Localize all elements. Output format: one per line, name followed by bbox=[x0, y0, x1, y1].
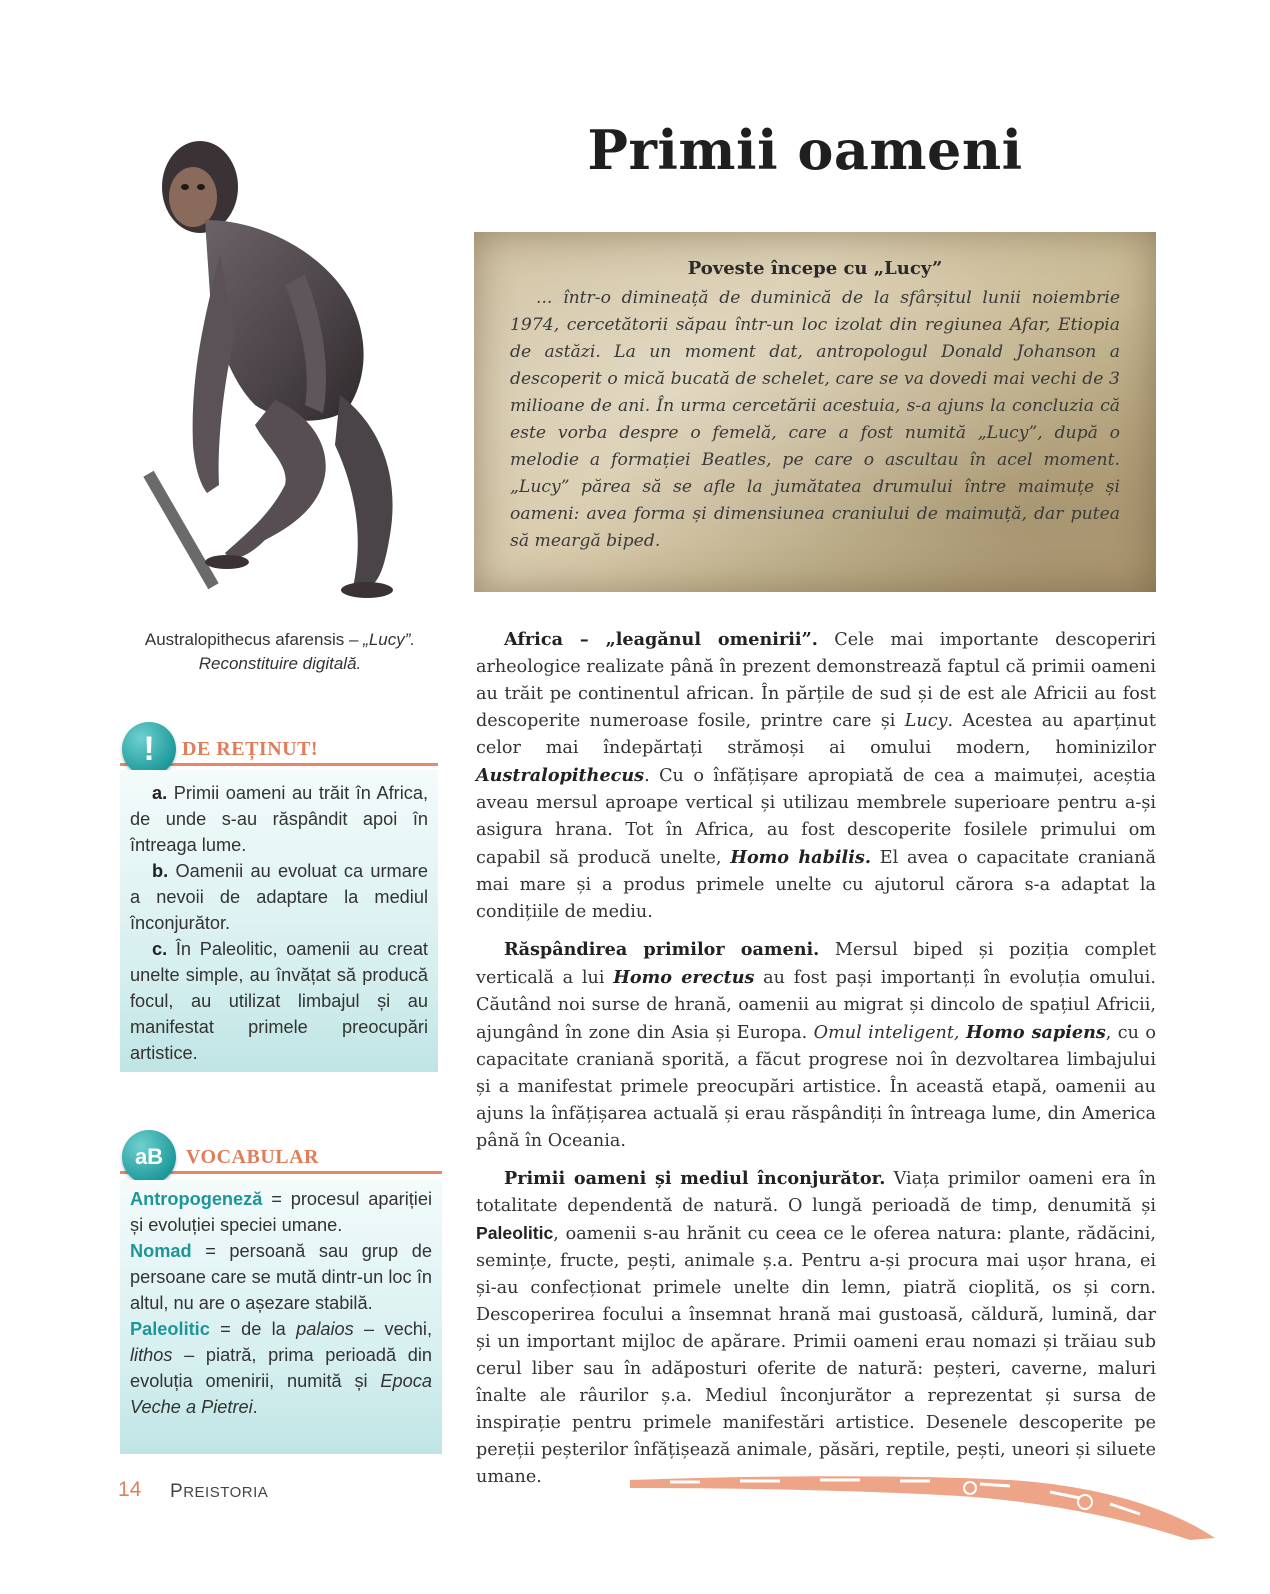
text-run: – vechi, bbox=[353, 1319, 432, 1339]
etymology-word: palaios bbox=[296, 1319, 354, 1339]
epoch-name: Epoca Veche a Pietrei bbox=[130, 1371, 432, 1417]
term-omul-inteligent: Omul inteligent, bbox=[813, 1023, 966, 1043]
text-run: , cu o capacitate craniană sporită, a făcut progrese noi în dezvoltarea limbajului și a manifestat primele preocupări artistice. În această etapă, oamenii au ajuns la înfățișarea actuală și erau răspândiți în întreaga lume, din America până în Oceania. bbox=[476, 1023, 1156, 1151]
term-homo-habilis: Homo habilis. bbox=[730, 847, 871, 868]
story-box bbox=[474, 232, 1156, 592]
main-text bbox=[476, 626, 1156, 1501]
text-run: – piatră, prima perioadă din evoluția omenirii, numită și bbox=[130, 1345, 432, 1391]
text-run: . Cu o înfățișare apropiată de cea a maimuței, aceștia aveau mersul aproape vertical și utilizau membrele superioare pentru a-și asigura hrana. Tot în Africa, au fost descoperite fosilele primului om capabil să producă unelte, bbox=[476, 766, 1156, 868]
text-run: Mersul biped și poziția complet verticală a lui bbox=[476, 940, 1156, 988]
remember-item-c bbox=[130, 936, 428, 1066]
item-letter: a. bbox=[152, 783, 168, 803]
decorative-brushstroke bbox=[630, 1468, 1220, 1548]
vocab-definition: = procesul apariției și evoluției speciei umane. bbox=[130, 1189, 432, 1235]
australopithecus-illustration bbox=[135, 125, 435, 605]
etymology-word: lithos bbox=[130, 1345, 173, 1365]
vocab-heading: VOCABULAR bbox=[186, 1146, 319, 1168]
remember-item-a bbox=[130, 780, 428, 858]
vocab-entry-paleolitic bbox=[130, 1316, 432, 1420]
page-number: 14 bbox=[118, 1478, 142, 1501]
figure-caption bbox=[120, 628, 440, 676]
text-run: El avea o capacitate craniană mai mare și a produs primele unelte cu ajutorul cărora s-a adaptat la condițiile de mediu. bbox=[476, 848, 1156, 922]
text-run: au fost pași importanți în evoluția omului. Căutând noi surse de hrană, oamenii au migrat și dincolo de spațiul Africii, ajungând în zone din Asia și Europa. bbox=[476, 968, 1157, 1043]
text-run: . Acestea au aparținut celor mai îndepărtați strămoși ai omului modern, hominizilor bbox=[476, 711, 1156, 758]
remember-item-b bbox=[130, 858, 428, 936]
story-title: Poveste începe cu „Lucy” bbox=[687, 258, 943, 279]
term-australopithecus: Australopithecus bbox=[476, 765, 645, 786]
item-letter: c. bbox=[152, 939, 168, 959]
paragraph-heading: Africa – „leagănul omenirii”. bbox=[504, 629, 818, 650]
text-run: . bbox=[252, 1397, 258, 1417]
paragraph-heading: Răspândirea primilor oameni. bbox=[504, 939, 820, 960]
story-text: ... într-o dimineață de duminică de la sfârșitul lunii noiembrie 1974, cercetătorii săpau într-un loc izolat din regiunea Afar, Etiopia de astăzi. La un moment dat, antropologul Donald Johanson a descoperit o mică bucată de schelet, care se va dovedi mai vechi de 3 milioane de ani. În urma cercetării acestuia, s-a ajuns la concluzia că este vorba despre o femelă, care a fost numită „Lucy”, după o melodie a formației Beatles, pe care o ascultau în acel moment. „Lucy” părea să se afle la jumătatea drumului între maimuțe și oameni: avea forma și dimensiunea craniului de maimuță, dar putea să meargă biped. bbox=[510, 288, 1120, 551]
section-name bbox=[170, 1481, 268, 1503]
vocab-term: Nomad bbox=[130, 1241, 192, 1261]
page-title: Primii oameni bbox=[587, 118, 1023, 182]
caption-lucy: „Lucy”. bbox=[363, 630, 416, 649]
caption-species: Australopithecus afarensis – bbox=[144, 630, 364, 649]
vocab-entry-antropogeneza bbox=[130, 1186, 432, 1238]
exclamation-icon: ! bbox=[122, 722, 176, 776]
paragraph-africa bbox=[476, 626, 1156, 926]
text-run: , oamenii s-au hrănit cu ceea ce le oferea natura: plante, rădăcini, semințe, fructe, pești, animale ș.a. Pentru a-și procura mai ușor hrana, ei și-au confecționat primele unelte din lemn, piatră cioplită, os și corn. Descoperirea focului a însemnat hrană mai gustoasă, căldură, lumină, dar și un important mijloc de apărare. Primii oameni erau nomazi și trăiau sub cerul liber sau în adăposturi oferite de natură: peșteri, caverne, maluri înalte ale râurilor ș.a. Mediul înconjurător a reprezentat și sursa de inspirație pentru primele manifestări artistice. Desenele descoperite pe pereții peșterilor înfățișează animale, păsări, reptile, pești, uneori și siluete umane. bbox=[476, 1224, 1156, 1487]
item-text: Oamenii au evoluat ca urmare a nevoii de adaptare la mediul înconjurător. bbox=[130, 861, 428, 933]
remember-box bbox=[120, 770, 438, 1072]
section-rest: REISTORIA bbox=[183, 1484, 269, 1501]
text-run: = de la bbox=[209, 1319, 297, 1339]
term-homo-erectus: Homo erectus bbox=[613, 967, 755, 988]
vocab-definition: = persoană sau grup de persoane care se mută dintr-un loc în altul, nu are o așezare stabilă. bbox=[130, 1241, 432, 1313]
paragraph-heading: Primii oameni și mediul înconjurător. bbox=[504, 1168, 886, 1189]
vocab-term: Paleolitic bbox=[130, 1319, 210, 1339]
paragraph-spreading bbox=[476, 936, 1156, 1155]
text-run: Viața primilor oameni era în totalitate dependentă de natură. O lungă perioadă de timp, denumită și bbox=[476, 1169, 1156, 1216]
vocab-entry-nomad bbox=[130, 1238, 432, 1316]
item-letter: b. bbox=[152, 861, 169, 881]
term-homo-sapiens: Homo sapiens bbox=[965, 1022, 1106, 1043]
vocab-box bbox=[120, 1180, 442, 1454]
section-initial: P bbox=[170, 1481, 184, 1502]
paragraph-environment bbox=[476, 1165, 1156, 1491]
vocabulary-icon: aB bbox=[122, 1130, 176, 1184]
term-paleolitic: Paleolitic bbox=[476, 1223, 554, 1243]
remember-heading: DE REȚINUT! bbox=[182, 738, 319, 760]
caption-reconstruction: Reconstituire digitală. bbox=[198, 654, 362, 673]
item-text: În Paleolitic, oamenii au creat unelte simple, au învățat să producă focul, au utilizat limbajul și au manifestat primele preocupări artistice. bbox=[130, 939, 428, 1063]
item-text: Primii oameni au trăit în Africa, de unde s-au răspândit apoi în întreaga lume. bbox=[130, 783, 428, 855]
term-lucy: Lucy bbox=[904, 711, 948, 731]
vocab-term: Antropogeneză bbox=[130, 1189, 263, 1209]
text-run: Cele mai importante descoperiri arheologice realizate până în prezent demonstrează faptul că primii oameni au trăit pe continentul african. În părțile de sud și de est ale Africii au fost descoperite numeroase fosile, printre care și bbox=[476, 630, 1156, 731]
